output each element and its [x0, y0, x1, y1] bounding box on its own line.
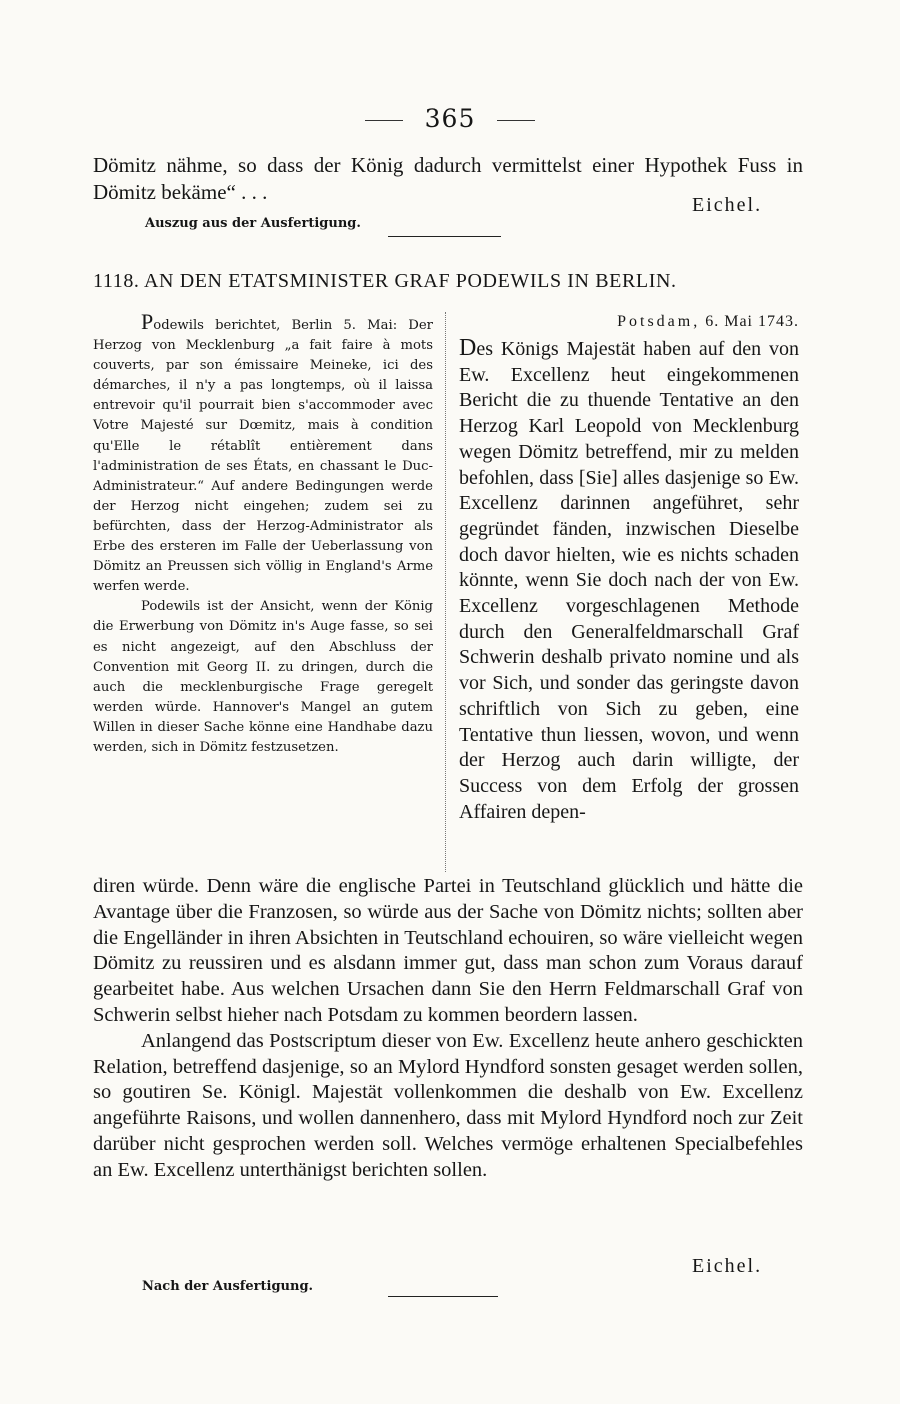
summary-initial: P [141, 309, 154, 334]
letter-date: 6. Mai 1743. [705, 313, 799, 330]
summary-column [93, 309, 433, 758]
page-number-dash-left [365, 120, 403, 121]
column-divider [445, 312, 446, 872]
page-number-dash-right [497, 120, 535, 121]
place-date-line [459, 312, 799, 332]
letter-initial: D [459, 335, 477, 361]
end-rule [388, 1296, 498, 1297]
letter-paragraph-2: Anlangend das Postscriptum dieser von Ew. Excellenz heute anhero geschickten Relation, betreffend dasjenige, so an Mylord Hyndford sonsten gesaget werden sollen, so goutiren Se. Königl. Majestät vollenkommen die deshalb von Ew. Excellenz angeführte Raisons, und wollen dannenhero, dass mit Mylord Hyndford noch zur Zeit darüber nicht gesprochen werden soll. Welches vermöge erhaltenen Specialbefehles an Ew. Excellenz unterthänigst berichten sollen. [93, 1029, 803, 1181]
letter-signature: Eichel. [692, 1255, 763, 1277]
letter-body-column-text [459, 336, 799, 825]
intro-text: Dömitz nähme, so dass der König dadurch vermittelst einer Hypothek Fuss in Dömitz bekäme“ . . . [93, 153, 803, 204]
intro-source-note: Auszug aus der Ausfertigung. [145, 216, 361, 231]
letter-heading: 1118. AN DEN ETATSMINISTER GRAF PODEWILS IN BERLIN. [93, 270, 677, 292]
page-number: 365 [424, 104, 476, 133]
letter-body-column-content: es Königs Majestät haben auf den von Ew. Excellenz heut eingekommenen Bericht die zu thuende Tentative an den Herzog Karl Leopold von Mecklenburg wegen Dömitz betreffend, mir zu melden befohlen, dass [Sie] alles dasjenige so Ew. Excellenz darinnen angeführet, sehr gegründet fänden, inzwischen Dieselbe doch davor hielten, wie es nichts schaden könnte, wenn Sie doch nach der von Ew. Excellenz vorgeschlagenen Methode durch den Generalfeldmarschall Graf Schwerin deshalb privato nomine und als vor Sich, und sonder das geringste davon schriftlich von Sich zu geben, eine Tentative thun liessen, wovon, und wenn der Herzog auch darin willigte, der Success von dem Erfolg der grossen Affairen depen- [459, 338, 799, 823]
section-rule [388, 236, 501, 237]
letter-source-note: Nach der Ausfertigung. [142, 1279, 314, 1294]
letter-paragraph-1-continued: diren würde. Denn wäre die englische Partei in Teutschland glücklich und hätte die Avantage über die Franzosen, so würde aus der Sache von Dömitz nichts; sollten aber die Engelländer in ihren Absichten in Teutschland echouiren, so wäre vielleicht wegen Dömitz zu reussiren und es alsdann immer gut, dass man schon zum Voraus darauf gearbeitet habe. Aus welchen Ursachen dann Sie den Herrn Feldmarschall Graf von Schwerin selbst hieher nach Potsdam zu kommen beordern lassen. [93, 875, 803, 1026]
intro-signature: Eichel. [692, 194, 763, 216]
letter-place: Potsdam, [617, 313, 701, 330]
summary-paragraph-2: Podewils ist der Ansicht, wenn der König die Erwerbung von Dömitz in's Auge fasse, so sei es nicht angezeigt, auf den Abschluss der Convention mit Georg II. zu dringen, durch die auch die mecklenburgische Frage geregelt werden würde. Hannover's Mangel an gutem Willen in dieser Sache könne eine Handhabe dazu werden, sich in Dömitz festzusetzen. [93, 599, 433, 755]
letter-body-continued [93, 874, 803, 1184]
page-number-line [0, 104, 900, 133]
summary-paragraph-1 [93, 309, 433, 597]
summary-paragraph-1-text: odewils berichtet, Berlin 5. Mai: Der Herzog von Mecklenburg „a fait faire à mots couverts, par son émissaire Meineke, ici des démarches, il n'y a pas longtemps, où il laissa entrevoir qu'il pourrait bien s'accommoder avec Votre Majesté sur Dœmitz, mais à condition qu'Elle le rétablît entièrement dans l'administration de ses États, en chassant le Duc-Administrateur.“ Auf andere Bedingungen werde der Herzog nicht eingehen; zudem sei zu befürchten, dass der Herzog-Administrator als Erbe des ersteren im Falle der Ueberlassung von Dömitz an Preussen sich völlig in England's Arme werfen werde. [93, 318, 433, 595]
letter-body-column [459, 312, 799, 825]
